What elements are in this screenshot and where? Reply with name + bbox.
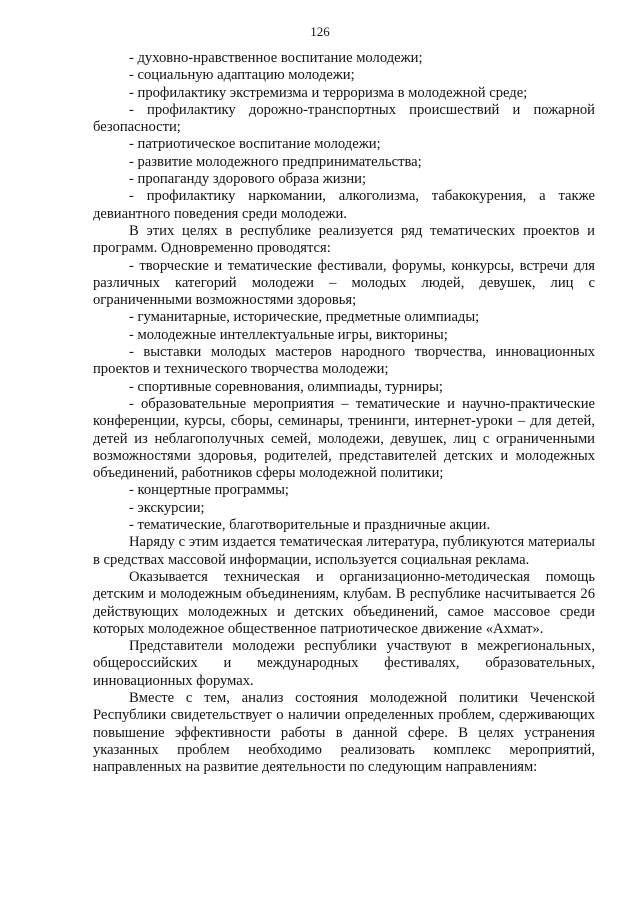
list-item-social-adaptation: - социальную адаптацию молодежи; (129, 67, 355, 84)
list-item-olympiads: - гуманитарные, исторические, предметные олимпиады; (129, 309, 480, 326)
list-item-healthy-lifestyle: - пропаганду здорового образа жизни; (129, 171, 367, 188)
list-item-addiction-prevention: - профилактику наркомании, алкоголизма, табакокурения, а также девиантного поведения среди молодежи. (93, 188, 595, 222)
list-item-intellectual-games: - молодежные интеллектуальные игры, викторины; (129, 326, 448, 343)
page-number: 126 (310, 24, 330, 39)
list-item-educational-events: - образовательные мероприятия – тематические и научно-практические конференции, курсы, сборы, семинары, тренинги, интернет-уроки – для детей, детей из неблагополучных семей, молодежи, девушек, лиц с ограниченными возможностями здоровья, родителей, представителей детских и молодежных объединений, работников сферы молодежной политики; (93, 395, 595, 482)
list-item-concerts: - концертные программы; (129, 482, 289, 499)
paragraph-assistance: Оказывается техническая и организационно-методическая помощь детским и молодежным объединениям, клубам. В республике насчитывается 26 действующих молодежных и детских объединений, самое массовое среди которых молодежное общественное патриотическое движение «Ахмат». (93, 568, 595, 637)
list-item-festivals: - творческие и тематические фестивали, форумы, конкурсы, встречи для различных категорий молодежи – молодых людей, девушек, лиц с ограниченными возможностями здоровья; (93, 257, 595, 309)
list-item-excursions: - экскурсии; (129, 499, 205, 516)
list-item-sports: - спортивные соревнования, олимпиады, турниры; (129, 378, 443, 395)
paragraph-problems: Вместе с тем, анализ состояния молодежной политики Чеченской Республики свидетельствует о наличии определенных проблем, сдерживающих повышение эффективности работы в данной сфере. В целях устранения указанных проблем необходимо реализовать комплекс мероприятий, направленных на развитие деятельности по следующим направлениям: (93, 689, 595, 776)
list-item-road-fire-safety: - профилактику дорожно-транспортных происшествий и пожарной безопасности; (93, 101, 595, 136)
document-body (93, 50, 595, 776)
paragraph-literature: Наряду с этим издается тематическая литература, публикуются материалы в средствах массовой информации, используется социальная реклама. (93, 534, 595, 568)
paragraph-projects-intro: В этих целях в республике реализуется ряд тематических проектов и программ. Одновременно проводятся: (93, 222, 595, 257)
list-item-entrepreneurship: - развитие молодежного предпринимательства; (129, 153, 422, 170)
list-item-exhibitions: - выставки молодых мастеров народного творчества, инновационных проектов и технического творчества молодежи; (93, 344, 595, 378)
list-item-charity-actions: - тематические, благотворительные и праздничные акции. (129, 517, 491, 534)
list-item-extremism-prevention: - профилактику экстремизма и терроризма в молодежной среде; (129, 84, 528, 101)
paragraph-participation: Представители молодежи республики участвуют в межрегиональных, общероссийских и международных фестивалях, образовательных, инновационных форумах. (93, 638, 595, 689)
list-item-patriotic-education: - патриотическое воспитание молодежи; (129, 136, 381, 153)
list-item-spiritual-education: - духовно-нравственное воспитание молодежи; (129, 50, 423, 66)
